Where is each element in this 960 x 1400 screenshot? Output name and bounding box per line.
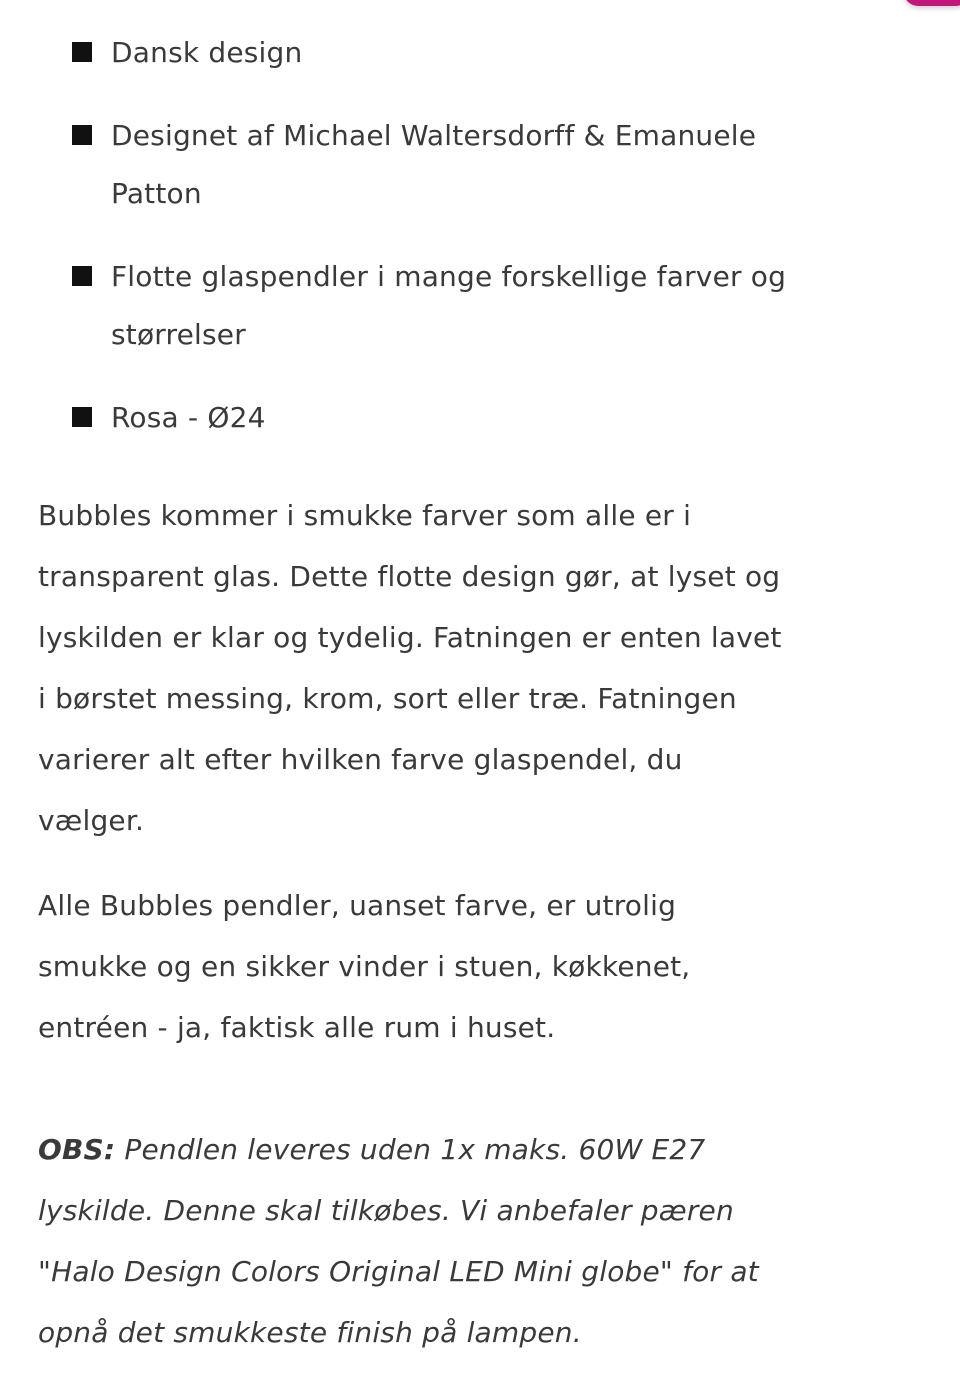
- list-item: [72, 248, 786, 364]
- feature-text: Dansk design: [111, 36, 303, 69]
- text-line: Bubbles kommer i smukke farver som alle er i: [38, 499, 692, 532]
- text-line: transparent glas. Dette flotte design gør, at lyset og: [38, 560, 781, 593]
- note-label: OBS:: [38, 1133, 116, 1166]
- text-line: smukke og en sikker vinder i stuen, køkkenet,: [38, 950, 691, 983]
- text-line: lyskilden er klar og tydelig. Fatningen er enten lavet: [38, 621, 782, 654]
- square-bullet-icon: [72, 266, 92, 286]
- feature-text: Rosa - Ø24: [111, 401, 266, 434]
- feature-list: [72, 24, 786, 472]
- square-bullet-icon: [72, 125, 92, 145]
- text-line: Pendlen leveres uden 1x maks. 60W E27: [115, 1133, 706, 1166]
- text-line: vælger.: [38, 804, 145, 837]
- text-line: entréen - ja, faktisk alle rum i huset.: [38, 1011, 556, 1044]
- feature-text: Designet af Michael Waltersdorff & Emanuele: [111, 119, 757, 152]
- floating-action-button[interactable]: [904, 0, 960, 6]
- text-line: Alle Bubbles pendler, uanset farve, er utrolig: [38, 889, 677, 922]
- list-item: [72, 24, 786, 82]
- description-paragraph: [38, 485, 782, 851]
- usage-paragraph: [38, 875, 690, 1058]
- text-line: lyskilde. Denne skal tilkøbes. Vi anbefaler pæren: [38, 1194, 734, 1227]
- note-paragraph: [38, 1119, 759, 1363]
- square-bullet-icon: [72, 407, 92, 427]
- list-item: [72, 107, 786, 223]
- feature-text: Flotte glaspendler i mange forskellige farver og: [111, 260, 787, 293]
- text-line: opnå det smukkeste finish på lampen.: [38, 1316, 582, 1349]
- feature-text: Patton: [111, 177, 202, 210]
- text-line: varierer alt efter hvilken farve glaspendel, du: [38, 743, 683, 776]
- square-bullet-icon: [72, 42, 92, 62]
- feature-text: størrelser: [111, 318, 246, 351]
- text-line: "Halo Design Colors Original LED Mini globe" for at: [38, 1255, 759, 1288]
- list-item: [72, 389, 786, 447]
- text-line: i børstet messing, krom, sort eller træ. Fatningen: [38, 682, 737, 715]
